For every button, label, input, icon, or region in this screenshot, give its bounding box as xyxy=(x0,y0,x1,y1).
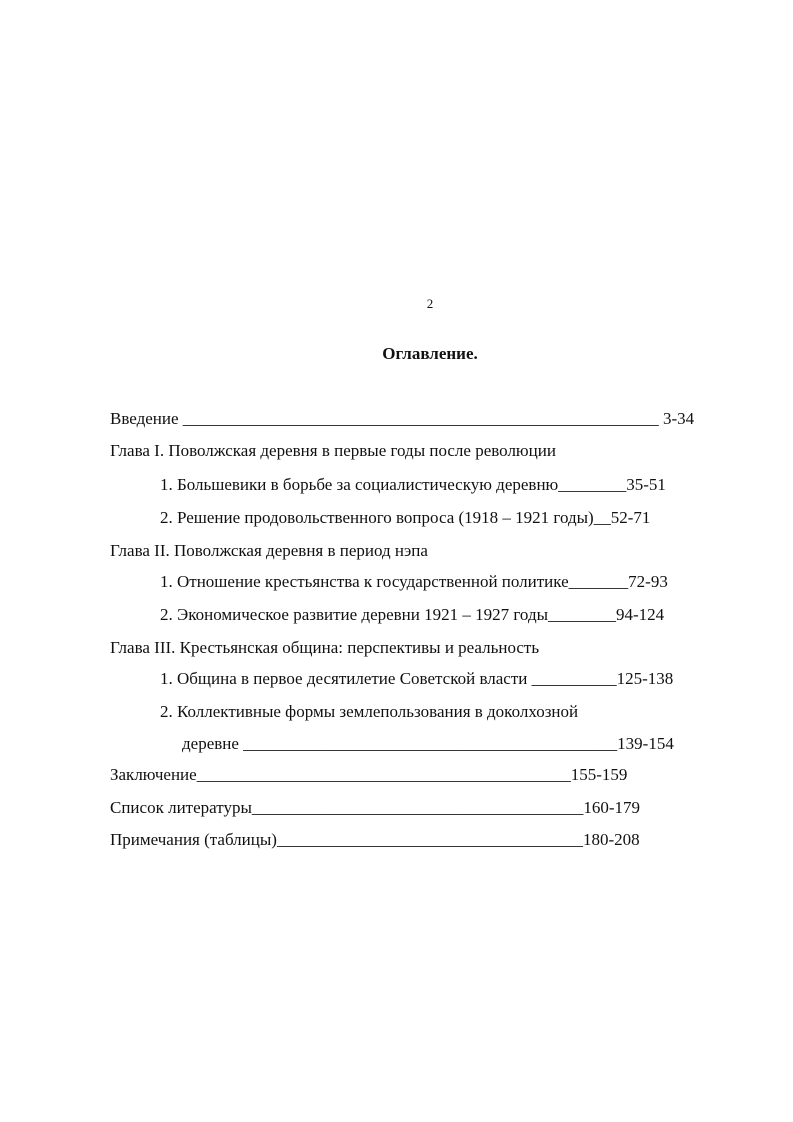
toc-entry-conclusion: Заключение____________________________________________155-159 xyxy=(110,765,628,784)
toc-entry-2-1: 1. Отношение крестьянства к государственной политике_______72-93 xyxy=(160,572,668,591)
page-title: Оглавление. xyxy=(382,344,478,363)
toc-entry-2-2: 2. Экономическое развитие деревни 1921 – 1927 годы________94-124 xyxy=(160,605,665,624)
toc-entry-notes: Примечания (таблицы)____________________________________180-208 xyxy=(110,830,640,849)
toc-entry-3-1: 1. Община в первое десятилетие Советской власти __________125-138 xyxy=(160,669,674,688)
toc-entry-3-2-cont: деревне ____________________________________________139-154 xyxy=(182,734,674,753)
toc-entry-1-1: 1. Большевики в борьбе за социалистическую деревню________35-51 xyxy=(160,475,666,494)
toc-chapter-1: Глава I. Поволжская деревня в первые годы после революции xyxy=(110,441,556,460)
toc-chapter-3: Глава III. Крестьянская община: перспективы и реальность xyxy=(110,638,540,657)
page-number: 2 xyxy=(426,296,434,311)
toc-chapter-2: Глава II. Поволжская деревня в период нэпа xyxy=(110,541,428,560)
toc-entry-1-2: 2. Решение продовольственного вопроса (1918 – 1921 годы)__52-71 xyxy=(160,508,651,527)
toc-entry-bibliography: Список литературы_______________________________________160-179 xyxy=(110,798,641,817)
toc-entry-3-2: 2. Коллективные формы землепользования в доколхозной xyxy=(160,702,579,721)
toc-entry-introduction: Введение ________________________________________________________ 3-34 xyxy=(110,409,695,428)
